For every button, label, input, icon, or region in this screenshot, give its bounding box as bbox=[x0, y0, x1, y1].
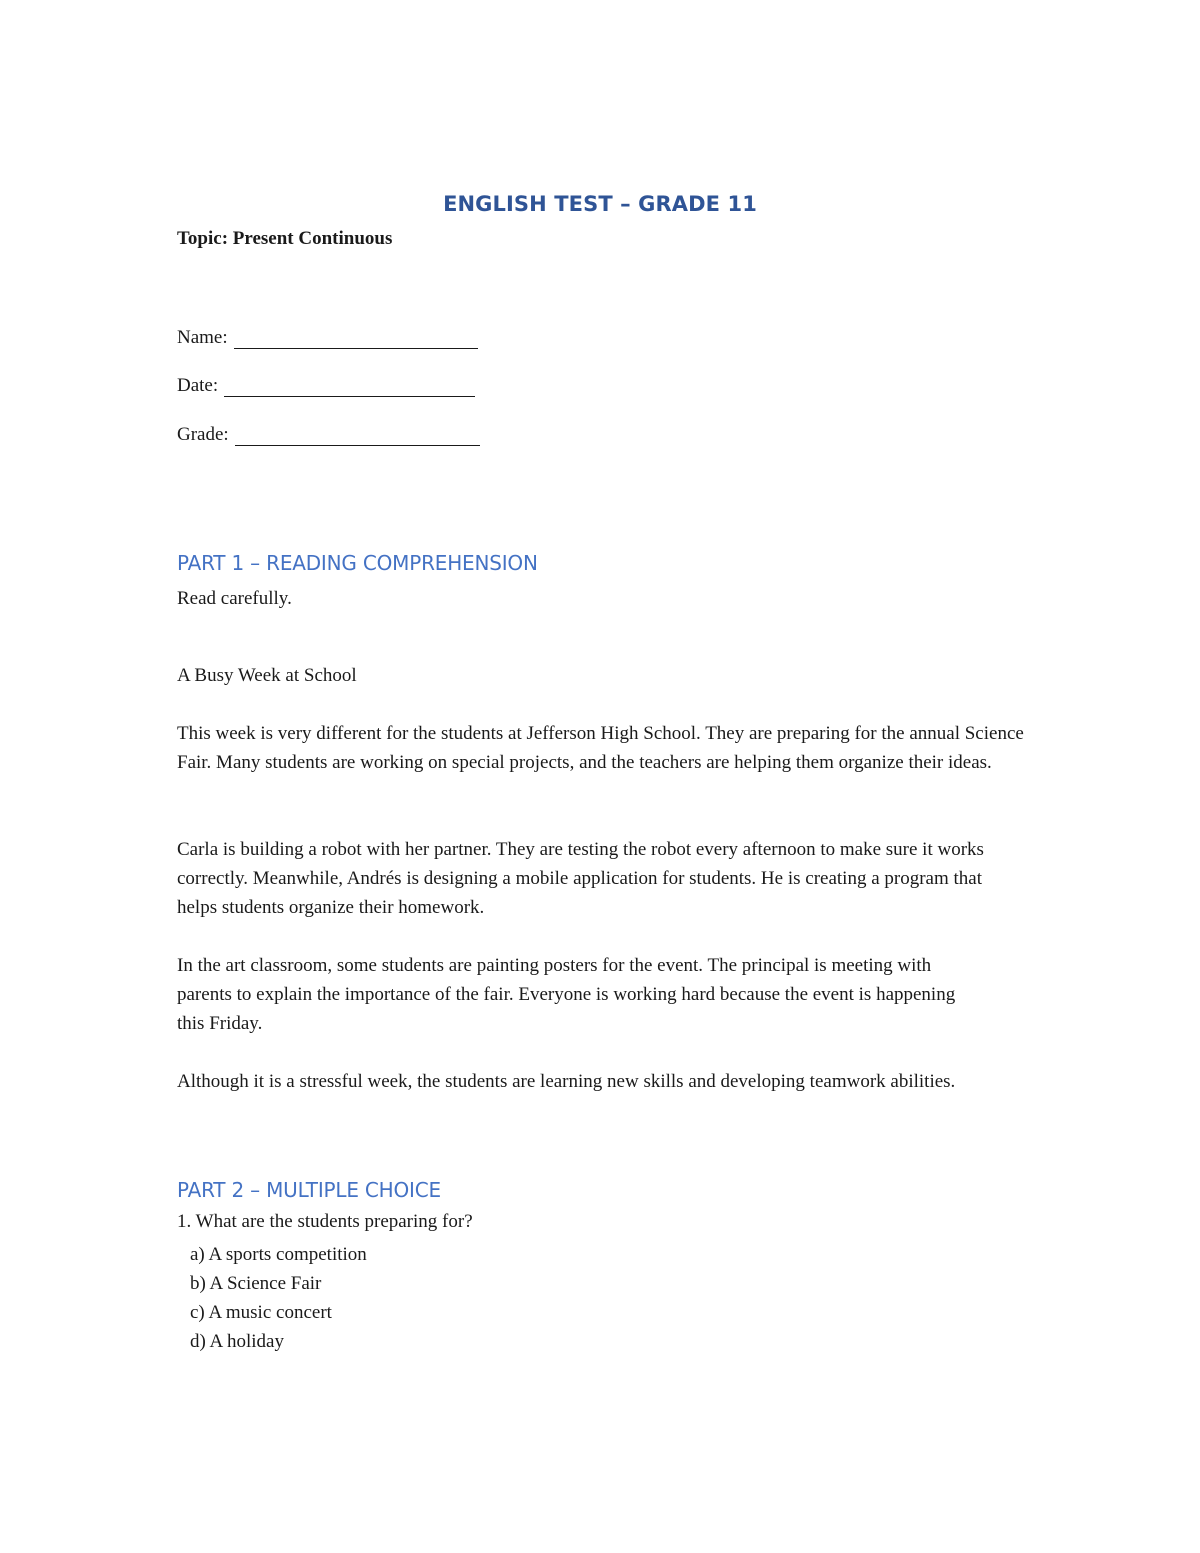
grade-field[interactable] bbox=[177, 424, 480, 446]
option-b[interactable]: b) A Science Fair bbox=[190, 1273, 322, 1294]
date-field[interactable] bbox=[177, 375, 475, 397]
part1-instruction: Read carefully. bbox=[177, 588, 292, 609]
part1-heading: PART 1 – READING COMPREHENSION bbox=[177, 551, 538, 575]
grade-label: Grade: bbox=[177, 424, 229, 445]
option-d[interactable]: d) A holiday bbox=[190, 1331, 284, 1352]
document-title: ENGLISH TEST – GRADE 11 bbox=[443, 192, 757, 216]
story-paragraph-1: This week is very different for the students at Jefferson High School. They are preparing for the annual Science Fair. Many students are working on special projects, and the teachers are helping them organize their ideas. bbox=[177, 723, 1024, 773]
date-blank-line[interactable] bbox=[224, 378, 475, 397]
story-paragraph-2: Carla is building a robot with her partner. They are testing the robot every afternoon to make sure it works correctly. Meanwhile, Andrés is designing a mobile application for students. He is creating a program that helps students organize their homework. bbox=[177, 839, 984, 918]
option-c[interactable]: c) A music concert bbox=[190, 1302, 332, 1323]
name-label: Name: bbox=[177, 327, 228, 348]
name-blank-line[interactable] bbox=[234, 330, 478, 349]
grade-blank-line[interactable] bbox=[235, 427, 480, 446]
part2-heading: PART 2 – MULTIPLE CHOICE bbox=[177, 1178, 441, 1202]
story-paragraph-4: Although it is a stressful week, the students are learning new skills and developing teamwork abilities. bbox=[177, 1071, 956, 1092]
question-1-options bbox=[190, 1240, 367, 1356]
date-label: Date: bbox=[177, 375, 219, 396]
topic-line: Topic: Present Continuous bbox=[177, 228, 393, 249]
story-paragraph-3: In the art classroom, some students are painting posters for the event. The principal is meeting with parents to explain the importance of the fair. Everyone is working hard because the event is happening this Friday. bbox=[177, 955, 956, 1034]
option-a[interactable]: a) A sports competition bbox=[190, 1244, 367, 1265]
question-1: 1. What are the students preparing for? bbox=[177, 1211, 473, 1232]
name-field[interactable] bbox=[177, 327, 478, 349]
story-title: A Busy Week at School bbox=[177, 665, 357, 686]
